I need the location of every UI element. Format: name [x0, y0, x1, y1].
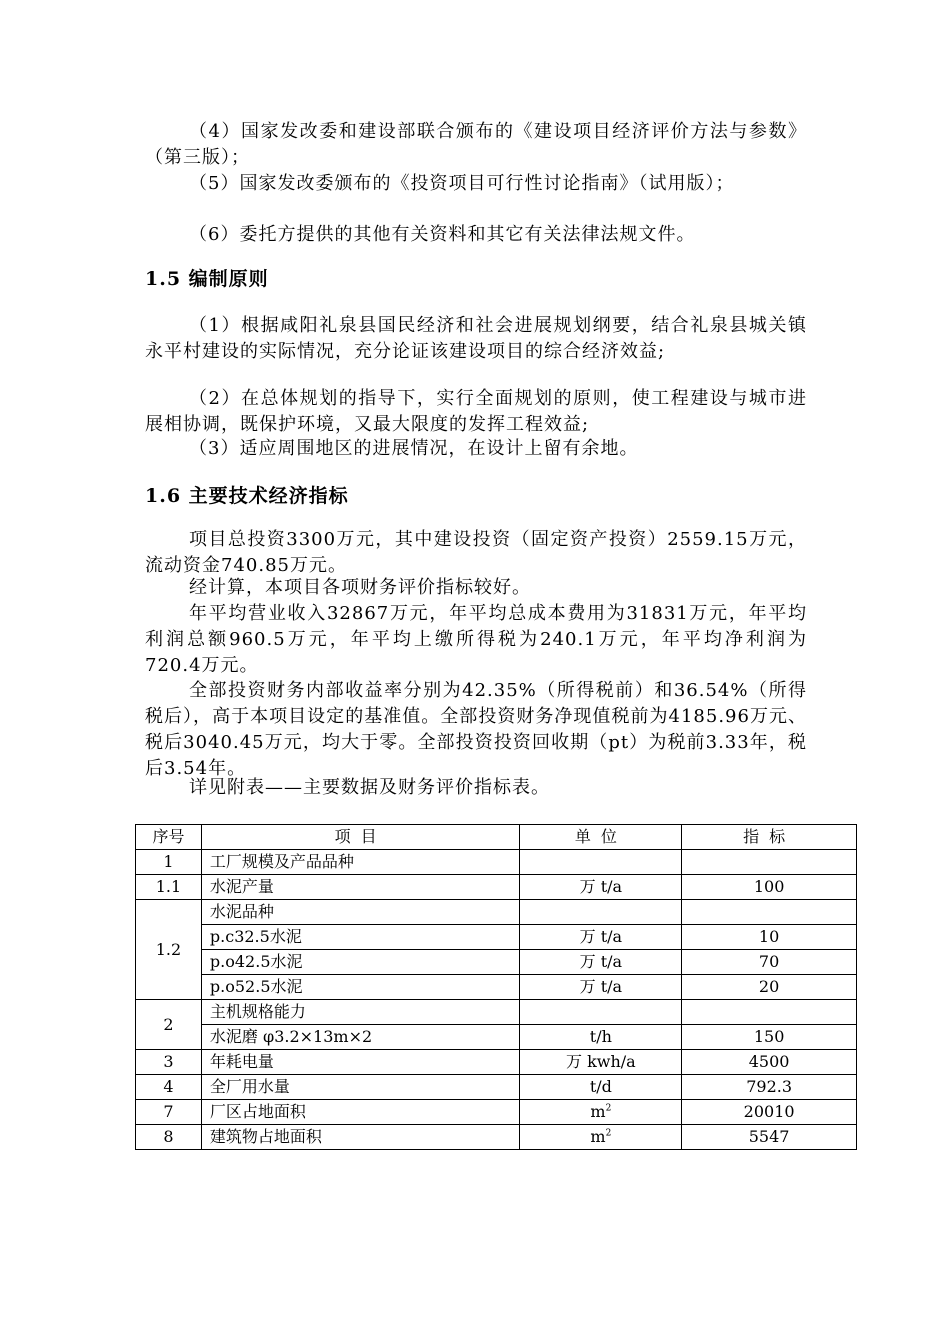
table-row [136, 900, 857, 925]
table-row [136, 950, 857, 975]
cell-value: 70 [682, 950, 857, 975]
cell-no: 2 [136, 1000, 202, 1050]
unit-superscript: 2 [605, 1103, 612, 1114]
cell-item: 主机规格能力 [201, 1000, 520, 1025]
cell-item: 水泥产量 [201, 875, 520, 900]
cell-item: 水泥品种 [201, 900, 520, 925]
principle-3: （3）适应周围地区的进展情况，在设计上留有余地。 [189, 438, 639, 459]
revenue-paragraph: 年平均营业收入32867万元，年平均总成本费用为31831万元，年平均利润总额960.5万元，年平均上缴所得税为240.1万元，年平均净利润为720.4万元。 [145, 603, 807, 676]
cell-no: 3 [136, 1050, 202, 1075]
table-row [136, 925, 857, 950]
cell-value: 5547 [682, 1125, 857, 1150]
unit-text: m [590, 1102, 606, 1121]
cell-unit [520, 1000, 682, 1025]
cell-no: 8 [136, 1125, 202, 1150]
cell-value: 100 [682, 875, 857, 900]
investment-paragraph: 项目总投资3300万元，其中建设投资（固定资产投资）2559.15万元，流动资金740.85万元。 [145, 529, 807, 576]
cell-unit [520, 1100, 682, 1125]
cell-value [682, 850, 857, 875]
cell-item: p.o52.5水泥 [201, 975, 520, 1000]
section-1-6-heading: 1.6 主要技术经济指标 [145, 485, 349, 507]
table-row [136, 1050, 857, 1075]
cell-unit: 万 t/a [520, 925, 682, 950]
table-header-row [136, 825, 857, 850]
cell-no: 7 [136, 1100, 202, 1125]
see-appendix-paragraph: 详见附表——主要数据及财务评价指标表。 [189, 777, 550, 798]
reference-item-4: （4）国家发改委和建设部联合颁布的《建设项目经济评价方法与参数》（第三版）； [145, 121, 807, 168]
table-row [136, 1075, 857, 1100]
cell-unit [520, 900, 682, 925]
table-row [136, 850, 857, 875]
irr-paragraph: 全部投资财务内部收益率分别为42.35%（所得税前）和36.54%（所得税后），高于本项目设定的基准值。全部投资财务净现值税前为4185.96万元、税后3040.45万元，均大于零。全部投资投资回收期（pt）为税前3.33年，税后3.54年。 [145, 680, 807, 779]
principle-1: （1）根据咸阳礼泉县国民经济和社会进展规划纲要，结合礼泉县城关镇永平村建设的实际情况，充分论证该建设项目的综合经济效益; [145, 315, 807, 362]
table-row [136, 975, 857, 1000]
cell-value: 20 [682, 975, 857, 1000]
cell-item: 厂区占地面积 [201, 1100, 520, 1125]
table-row [136, 1025, 857, 1050]
header-no: 序号 [136, 825, 202, 850]
cell-unit [520, 1125, 682, 1150]
cell-unit: t/d [520, 1075, 682, 1100]
table-row [136, 1100, 857, 1125]
cell-unit: 万 t/a [520, 950, 682, 975]
cell-item: 年耗电量 [201, 1050, 520, 1075]
header-unit: 单位 [520, 825, 682, 850]
table-row [136, 1000, 857, 1025]
cell-value: 792.3 [682, 1075, 857, 1100]
section-1-5-heading: 1.5 编制原则 [145, 268, 269, 290]
cell-item: 全厂用水量 [201, 1075, 520, 1100]
cell-item: 工厂规模及产品品种 [201, 850, 520, 875]
cell-no: 1.1 [136, 875, 202, 900]
cell-no: 1 [136, 850, 202, 875]
evaluation-paragraph: 经计算，本项目各项财务评价指标较好。 [189, 577, 531, 598]
principle-2: （2）在总体规划的指导下，实行全面规划的原则，使工程建设与城市进展相协调，既保护环境，又最大限度的发挥工程效益; [145, 388, 807, 435]
cell-item: 建筑物占地面积 [201, 1125, 520, 1150]
cell-value: 20010 [682, 1100, 857, 1125]
unit-superscript: 2 [605, 1128, 612, 1139]
cell-item: p.c32.5水泥 [201, 925, 520, 950]
cell-unit: 万 kwh/a [520, 1050, 682, 1075]
reference-item-6: （6）委托方提供的其他有关资料和其它有关法律法规文件。 [189, 224, 696, 245]
cell-unit: 万 t/a [520, 875, 682, 900]
cell-no: 1.2 [136, 900, 202, 1000]
unit-text: m [590, 1127, 606, 1146]
table-row [136, 875, 857, 900]
cell-value: 150 [682, 1025, 857, 1050]
cell-value [682, 1000, 857, 1025]
cell-value: 4500 [682, 1050, 857, 1075]
cell-unit: t/h [520, 1025, 682, 1050]
table-row [136, 1125, 857, 1150]
header-item: 项目 [201, 825, 520, 850]
cell-value: 10 [682, 925, 857, 950]
header-value: 指标 [682, 825, 857, 850]
cell-item: p.o42.5水泥 [201, 950, 520, 975]
cell-value [682, 900, 857, 925]
cell-unit [520, 850, 682, 875]
cell-unit: 万 t/a [520, 975, 682, 1000]
reference-item-5: （5）国家发改委颁布的《投资项目可行性讨论指南》（试用版）； [189, 173, 735, 194]
cell-item: 水泥磨 φ3.2×13m×2 [201, 1025, 520, 1050]
indicators-table [135, 824, 857, 1150]
cell-no: 4 [136, 1075, 202, 1100]
